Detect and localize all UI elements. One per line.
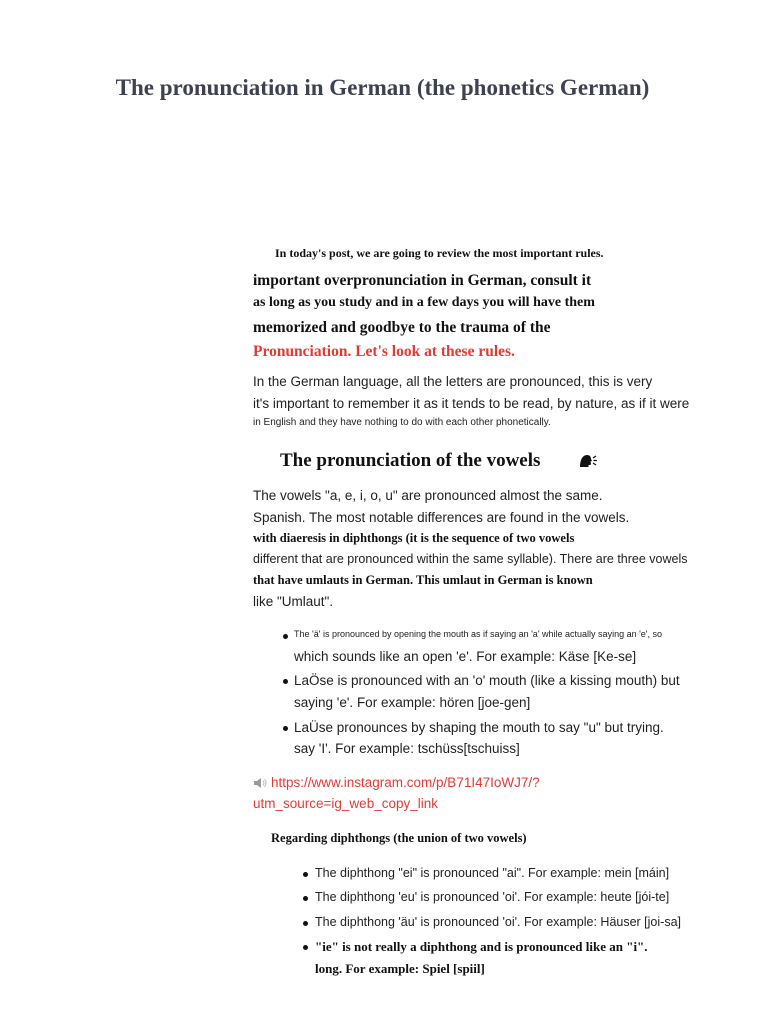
intro-line-3: as long as you study and in a few days you will have them bbox=[253, 295, 595, 310]
umlaut-item-3-line-2: say 'I'. For example: tschüss[tschuiss] bbox=[294, 741, 520, 756]
list-bullet bbox=[283, 726, 288, 731]
para2-line-4: different that are pronounced within the same syllable). There are three vowels bbox=[253, 552, 688, 566]
list-bullet bbox=[283, 634, 288, 639]
para1-line-1: In the German language, all the letters are pronounced, this is very bbox=[253, 374, 653, 389]
para2-line-5: that have umlauts in German. This umlaut in German is known bbox=[253, 573, 593, 587]
diphthong-item-1: The diphthong "ei" is pronounced "ai". For example: mein [máin] bbox=[315, 866, 670, 880]
list-bullet bbox=[303, 921, 308, 926]
speaking-head-icon bbox=[578, 453, 598, 469]
umlaut-item-1-line-2: which sounds like an open 'e'. For example: Käse [Ke-se] bbox=[294, 649, 637, 664]
para2-line-6: like "Umlaut". bbox=[253, 594, 334, 609]
para1-line-2: it's important to remember it as it tends to be read, by nature, as if it were bbox=[253, 396, 690, 411]
ie-note-line-2: long. For example: Spiel [spiil] bbox=[315, 961, 485, 976]
intro-line-1: In today's post, we are going to review the most important rules. bbox=[275, 246, 604, 260]
diphthong-item-3: The diphthong 'äu' is pronounced 'oi'. For example: Häuser [joi-sa] bbox=[315, 915, 681, 929]
instagram-link-line-1[interactable]: https://www.instagram.com/p/B71I47IoWJ7/? bbox=[271, 775, 540, 790]
ie-note-line-1: "ie" is not really a diphthong and is pronounced like an "i". bbox=[315, 939, 648, 954]
umlaut-item-1-line-1: The 'ä' is pronounced by opening the mouth as if saying an 'a' while actually saying an 'e', so bbox=[294, 629, 663, 639]
umlaut-item-2-line-1: LaÖse is pronounced with an 'o' mouth (like a kissing mouth) but bbox=[294, 673, 680, 688]
page-title: The pronunciation in German (the phonetics German) bbox=[115, 75, 650, 100]
list-bullet bbox=[303, 945, 308, 950]
intro-line-5-highlight: Pronunciation. Let's look at these rules. bbox=[253, 343, 515, 360]
intro-line-2: important overpronunciation in German, consult it bbox=[253, 272, 592, 289]
instagram-link-line-2[interactable]: utm_source=ig_web_copy_link bbox=[253, 796, 438, 811]
vowels-heading: The pronunciation of the vowels bbox=[280, 450, 541, 471]
intro-line-4: memorized and goodbye to the trauma of the bbox=[253, 319, 551, 336]
umlaut-item-3-line-1: LaÜse pronounces by shaping the mouth to say "u" but trying. bbox=[294, 720, 664, 735]
list-bullet bbox=[303, 896, 308, 901]
para1-line-3: in English and they have nothing to do with each other phonetically. bbox=[253, 417, 551, 428]
para2-line-2: Spanish. The most notable differences are found in the vowels. bbox=[253, 510, 630, 525]
list-bullet bbox=[303, 872, 308, 877]
diphthong-item-2: The diphthong 'eu' is pronounced 'oi'. For example: heute [jói-te] bbox=[315, 890, 670, 904]
speaker-icon bbox=[253, 777, 267, 789]
umlaut-item-2-line-2: saying 'e'. For example: hören [joe-gen] bbox=[294, 695, 531, 710]
diphthongs-heading: Regarding diphthongs (the union of two vowels) bbox=[271, 831, 527, 845]
para2-line-1: The vowels "a, e, i, o, u" are pronounced almost the same. bbox=[253, 488, 603, 503]
list-bullet bbox=[283, 679, 288, 684]
para2-line-3: with diaeresis in diphthongs (it is the sequence of two vowels bbox=[253, 531, 575, 545]
